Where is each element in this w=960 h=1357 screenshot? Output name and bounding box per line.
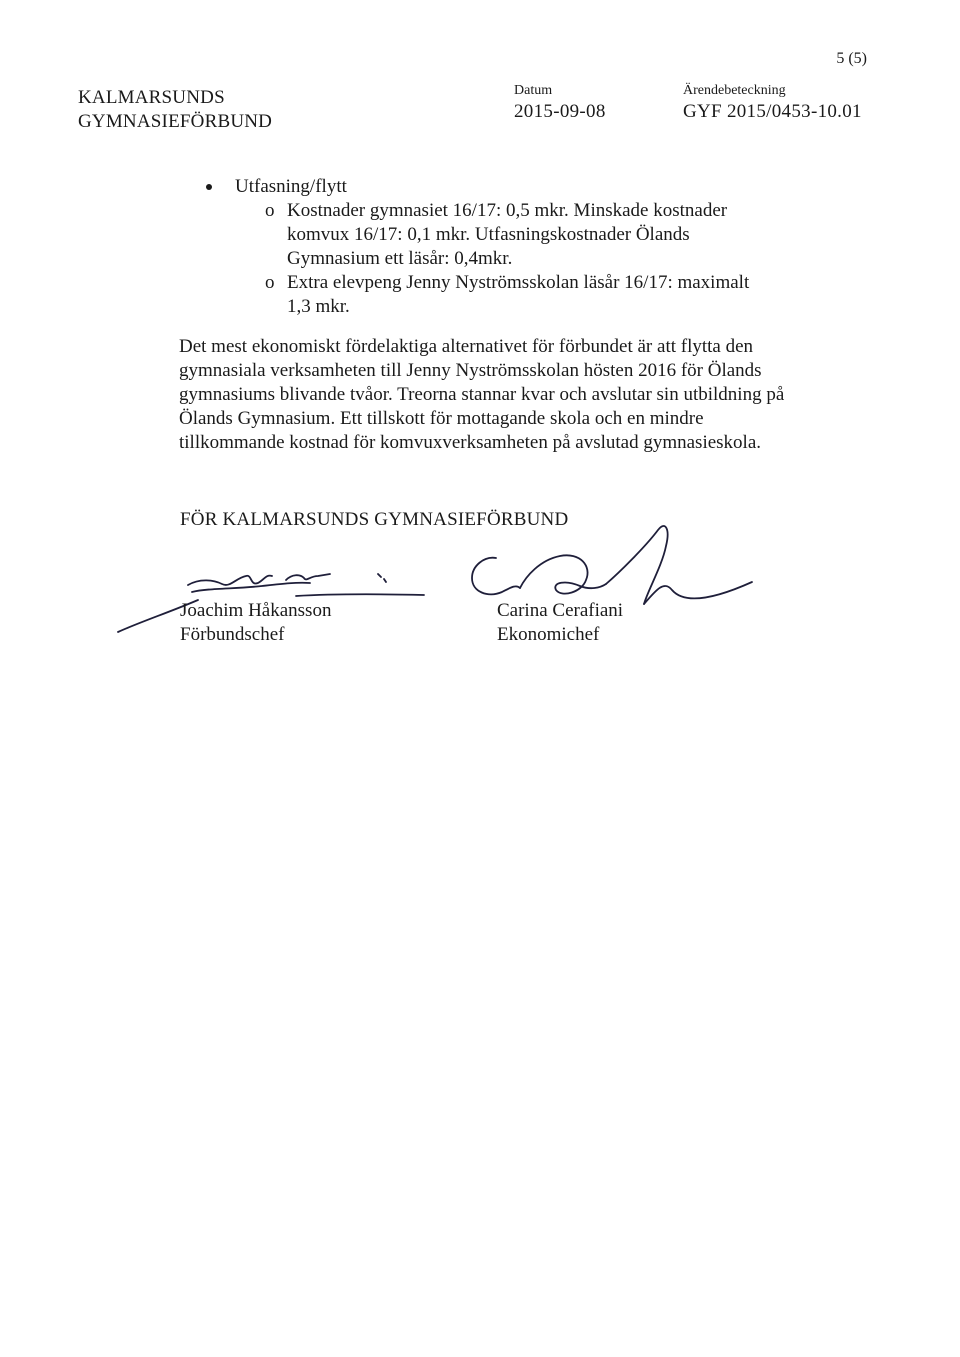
circle-bullet-icon: o: [265, 200, 275, 221]
signatory-title: Ekonomichef: [497, 624, 600, 645]
date-block: [514, 82, 606, 124]
org-name-line-2: GYMNASIEFÖRBUND: [78, 111, 273, 132]
signatory-name: Joachim Håkansson: [180, 600, 332, 621]
sub-item-text: Kostnader gymnasiet 16/17: 0,5 mkr. Minskade kostnader komvux 16/17: 0,1 mkr. Utfasningskostnader Ölands Gymnasium ett läsår: 0,4mkr.: [287, 200, 728, 269]
date-value: 2015-09-08: [514, 101, 606, 122]
bullet-list: [206, 175, 826, 319]
sub-list: [265, 199, 826, 319]
circle-bullet-icon: o: [265, 272, 275, 293]
bullet-item: [206, 175, 826, 199]
reference-block: [683, 82, 862, 124]
signatory-block: [497, 599, 623, 647]
date-label: Datum: [514, 83, 553, 98]
signature-carina: [472, 526, 752, 604]
reference-label: Ärendebeteckning: [683, 83, 786, 98]
page-number: 5 (5): [836, 50, 867, 67]
org-name-line-1: KALMARSUNDS: [78, 87, 225, 108]
signatory-title: Förbundschef: [180, 624, 285, 645]
signatory-block: [180, 599, 331, 647]
bullet-label: Utfasning/flytt: [235, 176, 347, 197]
body-paragraph: Det mest ekonomiskt fördelaktiga alternativet för förbundet är att flytta den gymnasiala verksamheten till Jenny Nyströmsskolan hösten 2016 för Ölands gymnasiums blivande tvåor. Treorna stannar kvar och avslutar sin utbildning på Ölands Gymnasium. Ett tillskott för mottagande skola och en mindre tillkommande kostnad för komvuxverksamheten på avslutad gymnasieskola.: [179, 336, 785, 453]
organization-name: [78, 86, 272, 134]
signatory-name: Carina Cerafiani: [497, 600, 624, 621]
sub-list-item: [265, 271, 826, 319]
closing-line: FÖR KALMARSUNDS GYMNASIEFÖRBUND: [180, 509, 569, 530]
sub-item-text: Extra elevpeng Jenny Nyströmsskolan läsår 16/17: maximalt 1,3 mkr.: [287, 272, 750, 317]
bullet-dot-icon: [206, 184, 212, 190]
sub-list-item: [265, 199, 826, 271]
reference-value: GYF 2015/0453-10.01: [683, 101, 862, 122]
